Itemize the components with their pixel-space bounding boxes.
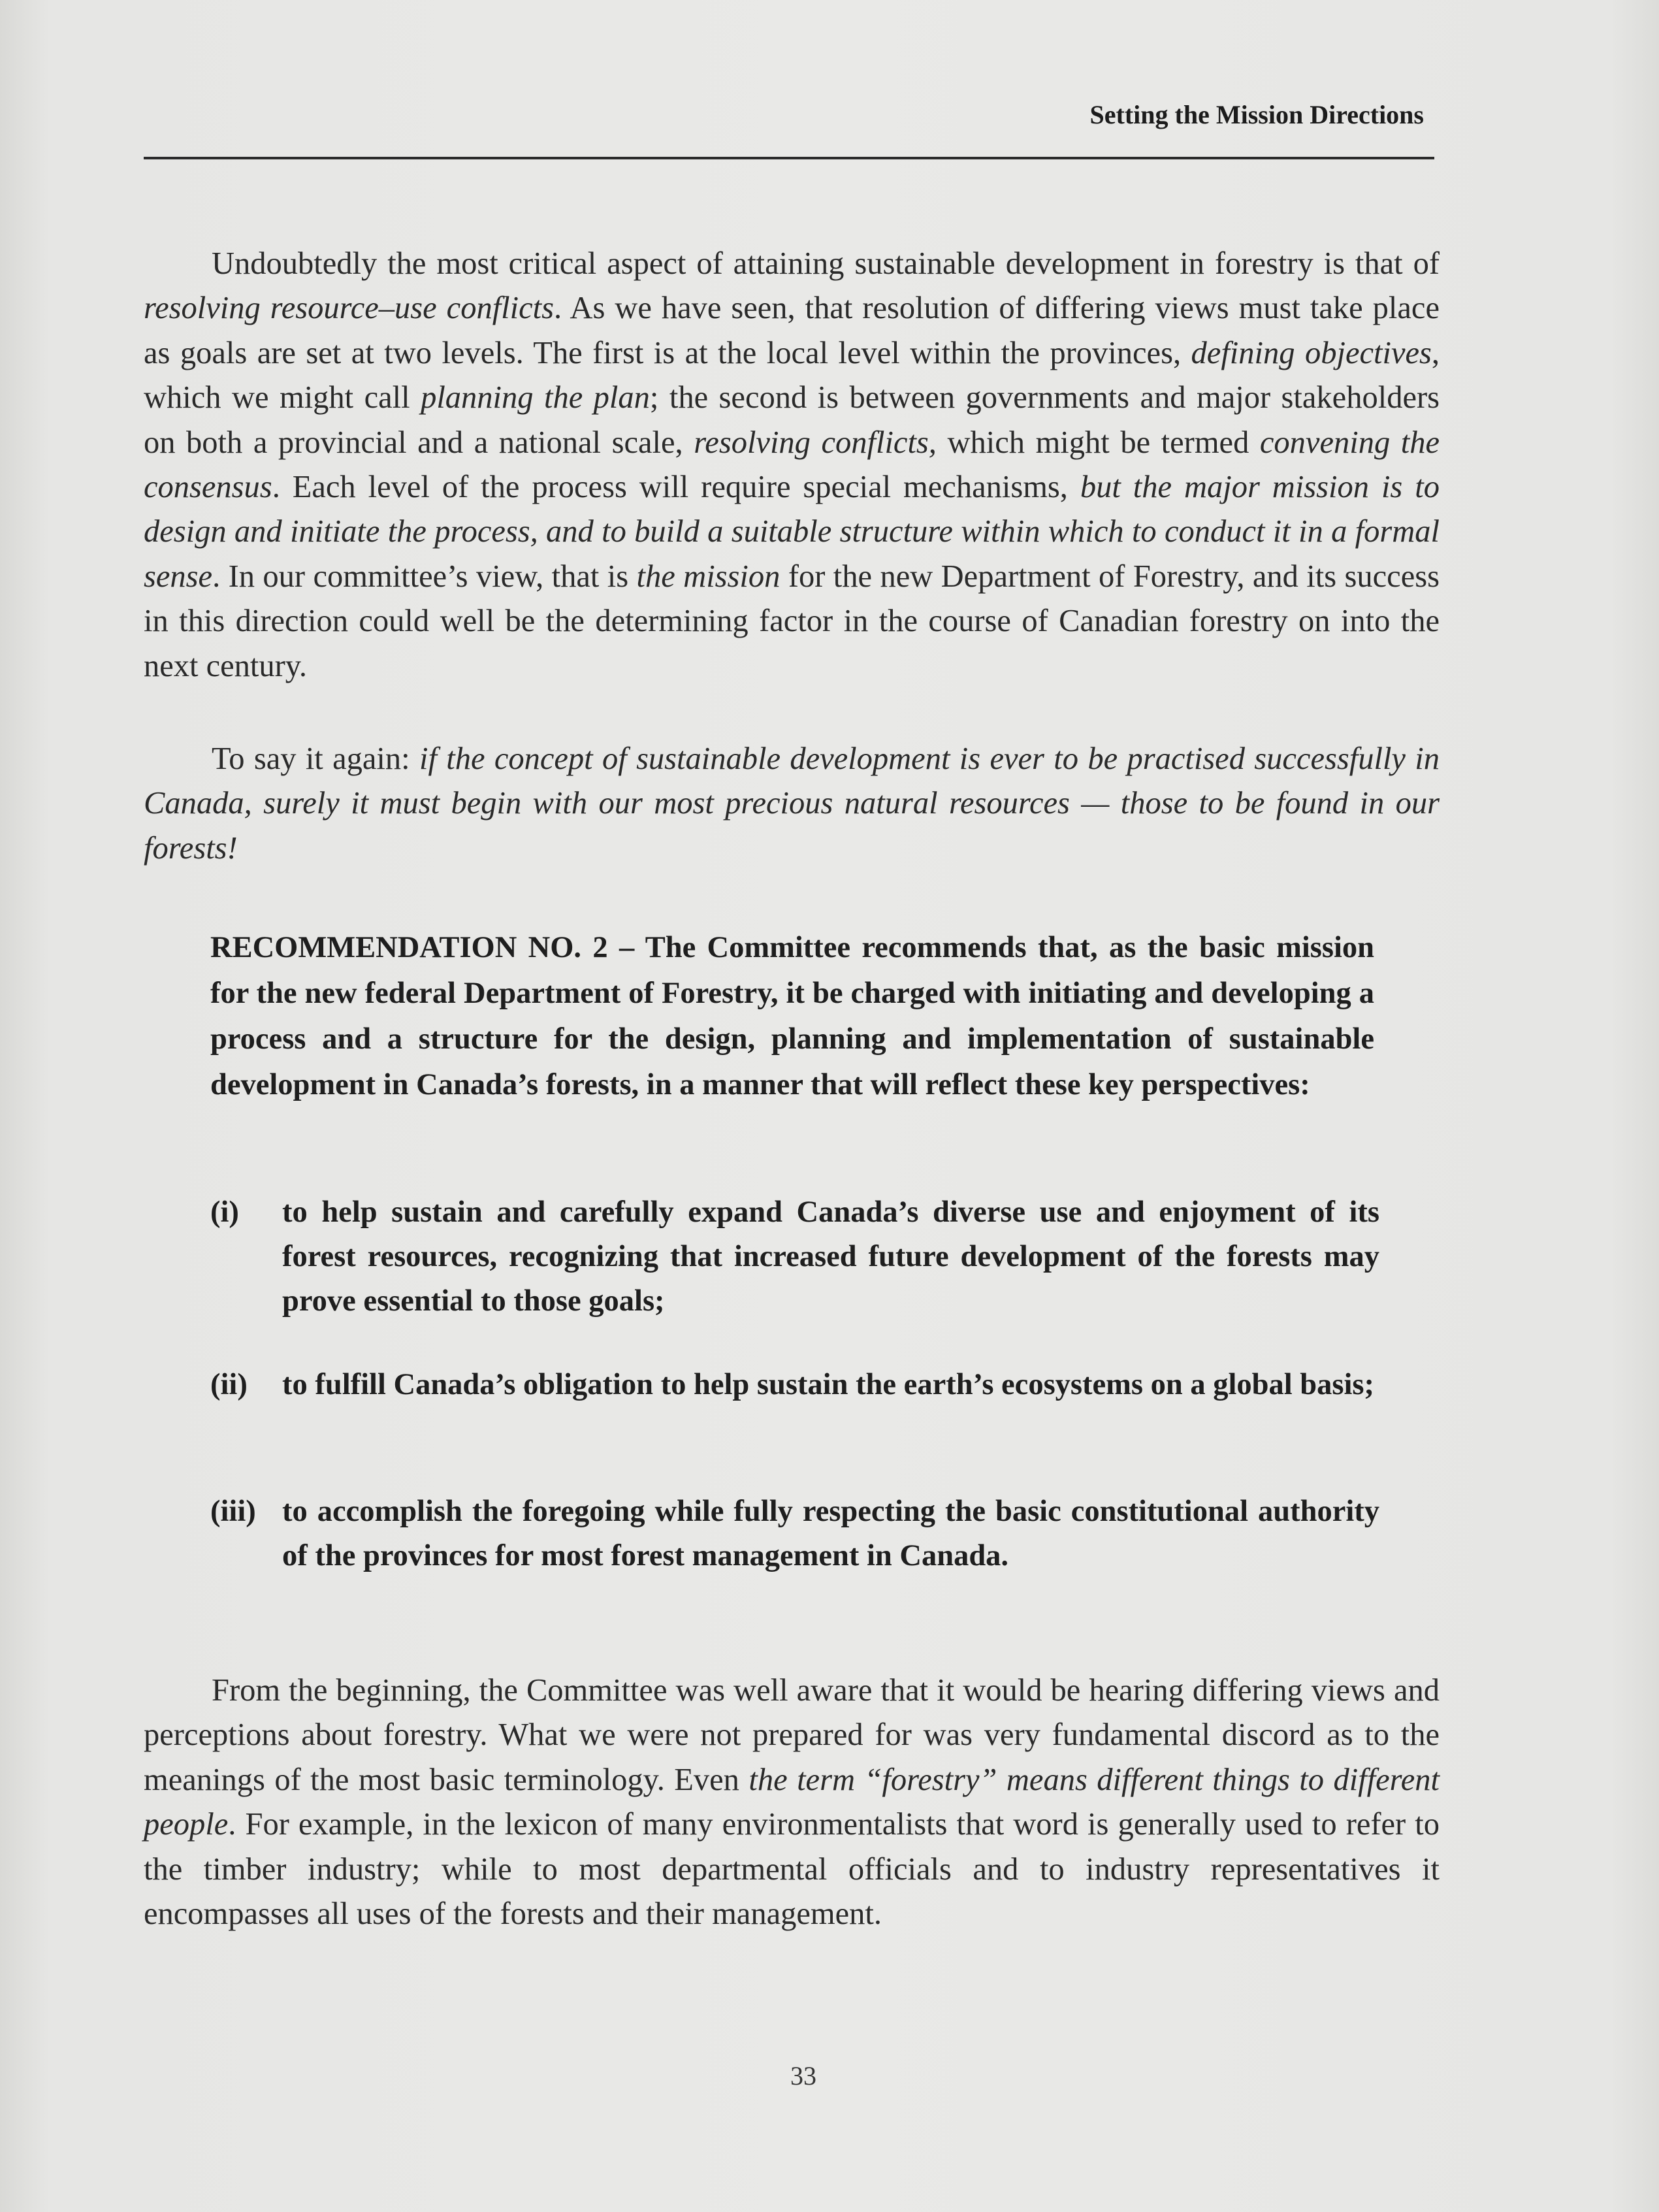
text-run: , which we might call [144, 335, 1440, 415]
italic-phrase: resolving resource–use conflicts [144, 291, 554, 326]
italic-phrase: planning the plan [421, 380, 650, 415]
recommendation-item [210, 1489, 1379, 1578]
text-run: To say it again: [212, 741, 419, 776]
page-number: 33 [790, 2061, 816, 2090]
text-run: . As we have seen, that resolution of differing views must take place as goals are set at two levels. The first is at the local level within the provinces, [144, 291, 1440, 370]
text-run: for the new Department of Forestry, and its success in this direction could well be the determining factor in the course of Canadian forestry on into the next century. [144, 559, 1440, 683]
paragraph-say-it-again [144, 737, 1440, 871]
recommendation-heading: RECOMMENDATION NO. 2 – The Committee recommends that, as the basic mission for the new federal Department of Forestry, it be charged with initiating and developing a process and a structure for the design, planning and implementation of sustainable development in Canada’s forests, in a manner that will reflect these key perspectives: [210, 931, 1374, 1101]
header-rule [144, 157, 1434, 159]
item-number: (iii) [210, 1495, 256, 1528]
text-run: which might be termed [936, 425, 1260, 460]
item-number: (i) [210, 1195, 239, 1229]
recommendation-item [210, 1363, 1379, 1407]
item-text: to accomplish the foregoing while fully respecting the basic constitutional authority of the provinces for most forest management in Canada. [282, 1495, 1379, 1572]
item-number: (ii) [210, 1368, 248, 1401]
text-run: . In our committee’s view, that is [212, 559, 637, 594]
text-run: . For example, in the lexicon of many environmentalists that word is generally used to refer to the timber industry; while to most departmental officials and to industry representatives it encompasses all uses of the forests and their management. [144, 1807, 1440, 1932]
text-run: . Each level of the process will require special mechanisms, [272, 470, 1080, 505]
italic-phrase: if the concept of sustainable development is ever to be practised successfully in Canada, surely it must begin with our most precious natural resources — those to be found in our forests! [144, 741, 1440, 866]
italic-phrase: but the major mission is to design and initiate the process, and to build a suitable structure within which to conduct it in a formal sense [144, 470, 1440, 594]
paragraph-mission [144, 242, 1440, 689]
italic-phrase: resolving conflicts, [694, 425, 937, 460]
italic-phrase: the term “forestry” means different things to different people [144, 1762, 1440, 1842]
text-run: From the beginning, the Committee was well aware that it would be hearing differing views and perceptions about forestry. What we were not prepared for was very fundamental discord as to the meanings of the most basic terminology. Even [144, 1673, 1440, 1797]
italic-phrase: the mission [636, 559, 781, 594]
text-run: ; the second is between governments and major stakeholders on both a provincial and a national scale, [144, 380, 1440, 460]
italic-phrase: defining objectives [1191, 335, 1432, 370]
text-run: Undoubtedly the most critical aspect of attaining sustainable development in forestry is that of [212, 246, 1440, 281]
item-text: to help sustain and carefully expand Canada’s diverse use and enjoyment of its forest resources, recognizing that increased future development of the forests may prove essential to those goals; [282, 1195, 1379, 1318]
paragraph-terminology [144, 1668, 1440, 1936]
italic-phrase: convening the consensus [144, 425, 1440, 505]
running-header: Setting the Mission Directions [1089, 100, 1424, 129]
item-text: to fulfill Canada’s obligation to help sustain the earth’s ecosystems on a global basis; [282, 1368, 1374, 1401]
recommendation-item [210, 1190, 1379, 1324]
